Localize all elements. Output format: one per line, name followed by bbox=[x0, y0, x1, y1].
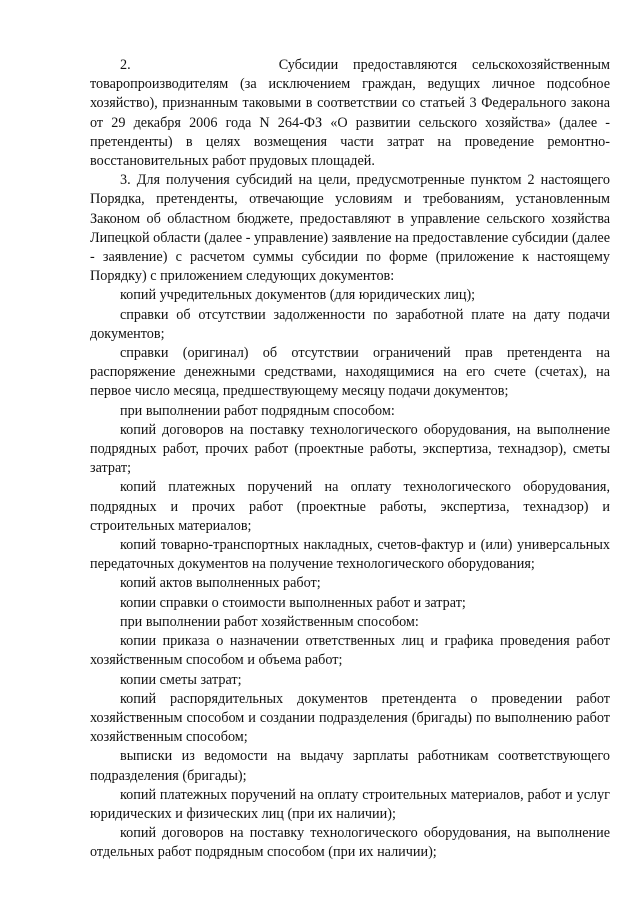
list-item-completion-acts: копий актов выполненных работ; bbox=[120, 575, 321, 592]
list-item-founding-documents: копий учредительных документов (для юридических лиц); bbox=[120, 287, 476, 304]
list-item-payment-orders-equipment: копий платежных поручений на оплату технологического оборудования, подрядных и прочих работ (проектные работы, экспертиза, технадзор) и строительных материалов; bbox=[90, 479, 610, 534]
in-house-method-heading: при выполнении работ хозяйственным способом: bbox=[120, 613, 419, 630]
list-item-equipment-contracts: копий договоров на поставку технологического оборудования, на выполнение подрядных работ, прочих работ (проектные работы, экспертиза, технадзор), сметы затрат; bbox=[90, 421, 610, 477]
paragraph-2-subsidy-recipients: 2. Субсидии предоставляются сельскохозяйственным товаропроизводителям (за исключением граждан, ведущих личное подсобное хозяйство), признанным таковыми в соответствии со статьей 3 Федерального закона от 29 декабря 2006 года N 264-ФЗ «О развитии сельского хозяйства» (далее - претенденты) в целях возмещения части затрат на проведение ремонтно-восстановительных работ прудовых площадей. bbox=[90, 57, 610, 170]
list-item-separate-works-contracts: копий договоров на поставку технологического оборудования, на выполнение отдельных работ подрядным способом (при их наличии); bbox=[90, 825, 610, 861]
list-item-payment-orders-materials: копий платежных поручений на оплату строительных материалов, работ и услуг юридических и физических лиц (при их наличии); bbox=[90, 786, 610, 822]
list-item-responsible-persons-order: копии приказа о назначении ответственных лиц и графика проведения работ хозяйственным способом и объема работ; bbox=[90, 633, 610, 669]
list-item-waybills-invoices: копий товарно-транспортных накладных, счетов-фактур и (или) универсальных передаточных документов на получение технологического оборудования; bbox=[90, 537, 610, 573]
list-item-account-restrictions-certificate: справки (оригинал) об отсутствии ограничений прав претендента на распоряжение денежными средствами, находящимися на его счете (счетах), на первое число месяца, предшествующему месяцу подачи документов; bbox=[90, 345, 610, 400]
list-item-cost-certificate: копии справки о стоимости выполненных работ и затрат; bbox=[120, 594, 466, 611]
list-item-salary-debt-certificate: справки об отсутствии задолженности по заработной плате на дату подачи документов; bbox=[90, 306, 610, 342]
contract-method-heading: при выполнении работ подрядным способом: bbox=[120, 402, 395, 419]
document-body bbox=[90, 56, 610, 863]
list-item-cost-estimate: копии сметы затрат; bbox=[120, 671, 242, 688]
list-item-payroll-extracts: выписки из ведомости на выдачу зарплаты работникам соответствующего подразделения (бригады); bbox=[90, 748, 610, 784]
paragraph-3-application-procedure: 3. Для получения субсидий на цели, предусмотренные пунктом 2 настоящего Порядка, претенденты, отвечающие условиям и требованиям, установленным Законом об областном бюджете, предоставляют в управление сельского хозяйства Липецкой области (далее - управление) заявление на предоставление субсидии (далее - заявление) с расчетом суммы субсидии по форме (приложение к настоящему Порядку) с приложением следующих документов: bbox=[90, 172, 610, 285]
list-item-administrative-documents: копий распорядительных документов претендента о проведении работ хозяйственным способом и создании подразделения (бригады) по выполнению работ хозяйственным способом; bbox=[90, 690, 610, 746]
